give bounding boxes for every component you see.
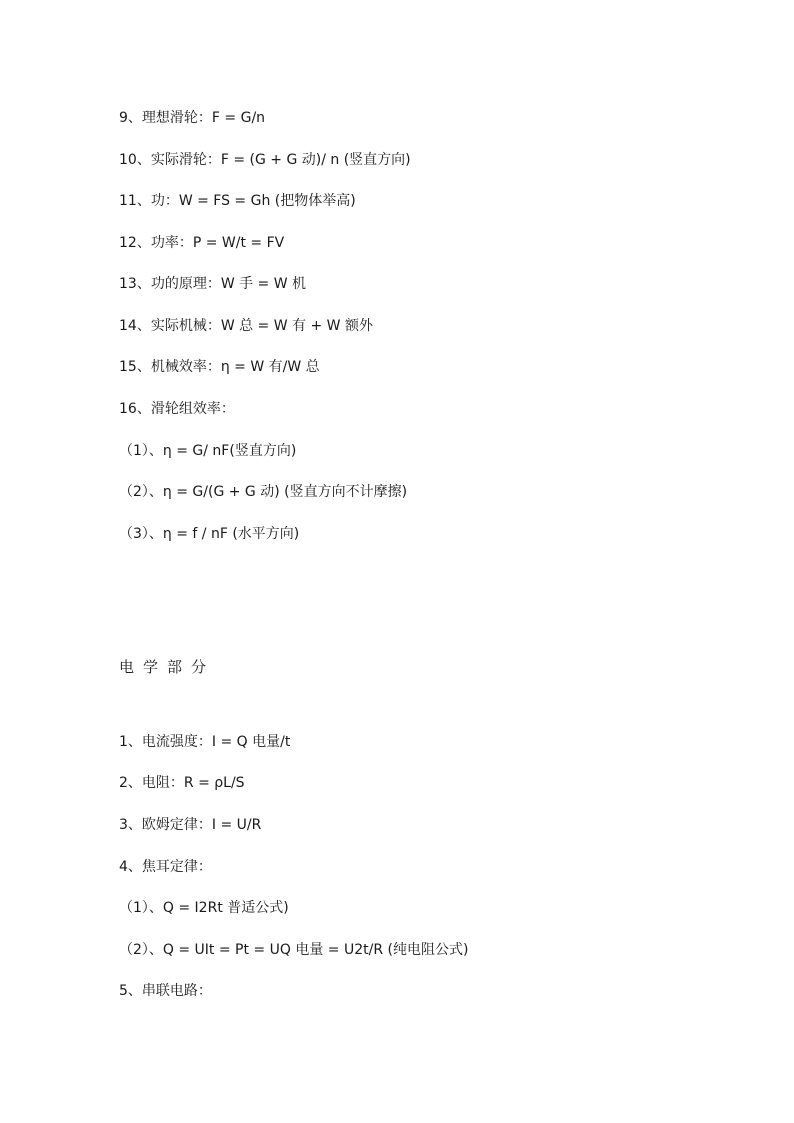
formula-line-e5: 5、串联电路： — [119, 983, 212, 999]
formula-line-15: 15、机械效率：η = W 有/W 总 — [119, 359, 320, 375]
formula-subline-16-1: （1）、η = G/ nF(竖直方向) — [119, 443, 297, 459]
formula-line-14: 14、实际机械：W 总 = W 有 + W 额外 — [119, 318, 373, 334]
formula-line-10: 10、实际滑轮：F = (G + G 动)/ n (竖直方向) — [119, 152, 411, 168]
section-title-electricity: 电学部分 — [119, 658, 216, 676]
formula-line-13: 13、功的原理：W 手 = W 机 — [119, 276, 307, 292]
formula-subline-16-2: （2）、η = G/(G + G 动) (竖直方向不计摩擦) — [119, 484, 408, 500]
formula-line-12: 12、功率：P = W/t = FV — [119, 235, 285, 251]
formula-subline-16-3: （3）、η = f / nF (水平方向) — [119, 526, 300, 542]
formula-line-e1: 1、电流强度：I = Q 电量/t — [119, 734, 291, 750]
formula-line-e2: 2、电阻：R = ρL/S — [119, 775, 245, 791]
formula-subline-e4-1: （1）、Q = I2Rt 普适公式) — [119, 900, 289, 916]
formula-line-9: 9、理想滑轮：F = G/n — [119, 110, 266, 126]
formula-line-16: 16、滑轮组效率： — [119, 401, 235, 417]
formula-line-e4: 4、焦耳定律： — [119, 859, 212, 875]
formula-line-e3: 3、欧姆定律：I = U/R — [119, 817, 262, 833]
formula-subline-e4-2: （2）、Q = UIt = Pt = UQ 电量 = U2t/R (纯电阻公式) — [119, 942, 469, 958]
formula-line-11: 11、功：W = FS = Gh (把物体举高) — [119, 193, 356, 209]
